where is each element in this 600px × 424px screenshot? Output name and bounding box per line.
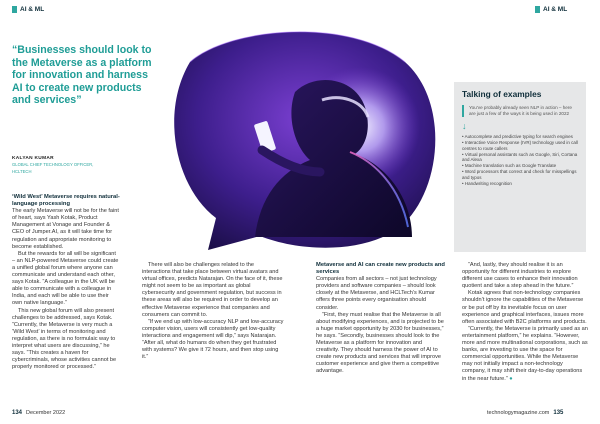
paragraph: But the rewards for all will be significant – an NLP-powered Metaverse could create a unified global forum where anyone can communicate and understand each other, says Kotak. “A colleague in the UK will be able to communicate with a colleague in India, and each will be able to use their own native language.” [12,250,119,307]
arrow-down-icon: ↓ [462,121,467,131]
paragraph: Companies from all sectors – not just technology providers and software companies – should look closely at the Metaverse, and HCLTech’s Kumar offers three points every organisation should consider. [316,276,437,311]
issue-date: December 2022 [26,410,66,416]
section-label-text: AI & ML [543,6,568,13]
paragraph: Kotak agrees that non-technology companies shouldn’t ignore the capabilities of the Metaverse or be put off by its inevitable focus on user experience and graphical interfaces, issues more often associated with B2C platforms and products. [462,290,587,325]
paragraph: There will also be challenges related to the interactions that take place between virtual avatars and virtual offices, predicts Natarajan. On the face of it, these might not seem to be as important as global cybersecurity and government regulation, but success in these areas will also be required in order to develop an effective Metaverse experience that companies and consumers can commit to. [142,262,283,318]
list-item: • Word processors that correct and check for misspellings and typos [462,169,577,180]
hero-photo-illustration [150,22,438,254]
sidebar-title: Talking of examples [462,89,542,99]
list-item: • Handwriting recognition [462,180,512,186]
paragraph-text: “Currently, the Metaverse is primarily used as an entertainment platform,” he explains. “However, more and more multinational corporations, such as banks, are investing to use the space for commercial opportunities. While the Metaverse may not initially impact a non-technology company, it may shift their day-to-day operations in the near future.” [462,325,588,382]
sidebar-intro-text: You’ve probably already seen NLP in action – here are just a few of the ways it is being used in 2022 [469,105,572,116]
page-number-right: 135 [553,410,564,416]
section-label-right [535,6,567,13]
intro-accent-bar [462,105,464,117]
paragraph [462,326,588,383]
article-column-1 [12,194,120,371]
hero-photo [150,22,438,254]
site-url: technologymagazine.com [487,410,550,416]
sidebar-list [462,134,578,186]
paragraph: “And, lastly, they should realise it is an opportunity for different industries to explore different use cases to enhance their innovation quotient and take a step ahead in the future.” [462,262,578,290]
article-column-4 [462,262,588,383]
list-item: • Autocomplete and predictive typing for search engines [462,134,573,139]
byline-role-line-2: HCLTECH [12,168,32,174]
section-marker-icon [535,6,540,13]
footer-right [487,410,563,416]
byline [12,156,122,174]
paragraph: “If we end up with low-accuracy NLP and low-accuracy computer vision, users will consistently get low-quality interactions and engagement will dip,” says Natarajan. “After all, what do humans do when they get frustrated with systems? We give it 72 hours, and then stop using it.” [142,318,284,361]
subheading-wild-west: ‘Wild West’ Metaverse requires natural-language processing [12,194,120,208]
byline-name: KALYAN KUMAR [12,156,54,161]
section-marker-icon [12,6,17,13]
byline-role-line-1: GLOBAL CHIEF TECHNOLOGY OFFICER, [12,162,94,167]
end-mark-icon: ● [509,375,513,382]
article-column-2 [142,262,284,361]
subheading-new-products: Metaverse and AI can create new products and services [316,262,445,276]
list-item: • Machine translation such as Google Translate [462,163,557,169]
pull-quote: “Businesses should look to the Metaverse as a platform for innovation and harness AI to create new products and services” [12,44,152,106]
list-item: • Virtual personal assistants such as Google, Siri, Cortana and Alexa [462,151,578,163]
section-label-left [12,6,44,13]
section-label-text: AI & ML [20,6,45,13]
page-number-left: 134 [12,410,23,416]
footer-left [12,410,65,416]
article-column-3 [316,262,446,376]
list-item: • Interactive Voice Response (IVR) technology used in call centres to route callers [462,139,578,151]
paragraph: This new global forum will also present challenges to be addressed, says Kotak. “Currently, the Metaverse is very much a ‘Wild West’ in terms of monitoring and regulation, as there is no formulaic way to interpret what users are discussing,” he says. “This creates a haven for cybercriminals, whose activities cannot be properly monitored or processed.” [12,307,117,371]
sidebar-intro [462,105,578,117]
sidebar-box [454,82,586,252]
paragraph: “First, they must realise that the Metaverse is all about modifying experiences, and is projected to be a huge market opportunity by 2030 for businesses,” he says. “Secondly, businesses should look to the Metaverse as a platform for innovation and creativity. They should harness the power of AI to create new products and services that will improve customer experience and give them a competitive advantage. [316,311,444,375]
paragraph: The early Metaverse will not be for the faint of heart, says Yash Kotak, Product Management at Vonage and Founder & CEO of Jumper.AI, as it will take time for regulation and appropriate monitoring to become established. [12,208,119,250]
